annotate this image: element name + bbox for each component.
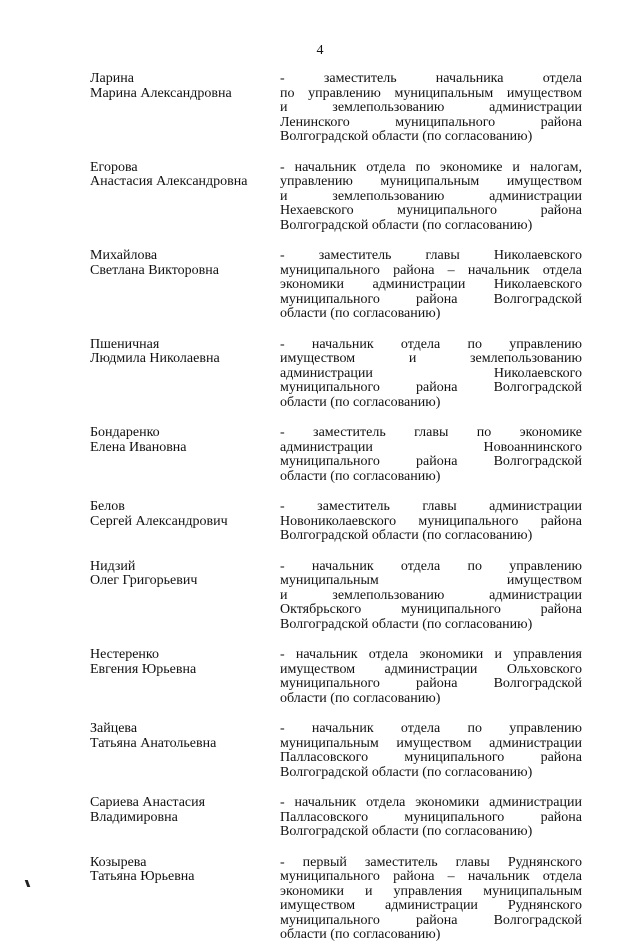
member-position-line: управлению муниципальным имуществом xyxy=(280,174,582,189)
member-position xyxy=(280,796,582,840)
member-entry xyxy=(90,249,582,322)
member-name xyxy=(90,249,280,322)
member-entry xyxy=(90,72,582,145)
member-name-line: Сергей Александрович xyxy=(90,513,228,529)
member-position-line: области (по согласованию) xyxy=(280,468,441,484)
member-position-line: Октябрьского муниципального района xyxy=(280,602,582,617)
member-name-line: Олег Григорьевич xyxy=(90,573,198,588)
member-position-line: - начальник отдела экономики администрации xyxy=(280,795,582,810)
member-name xyxy=(90,500,280,544)
member-position-line: - заместитель главы по экономике xyxy=(280,425,582,440)
member-position-line: муниципального района Волгоградской xyxy=(280,912,582,928)
scan-mark xyxy=(25,880,31,887)
member-position-line: экономики и управления муниципальным xyxy=(280,883,582,899)
member-entry xyxy=(90,338,582,411)
member-entry xyxy=(90,648,582,706)
member-name-line: Анастасия Александровна xyxy=(90,174,248,189)
member-position-line: имуществом и землепользованию xyxy=(280,351,582,366)
member-position-line: Палласовского муниципального района xyxy=(280,750,582,765)
member-position-line: муниципального района Волгоградской xyxy=(280,454,582,469)
member-entry xyxy=(90,856,582,943)
member-position xyxy=(280,249,582,322)
member-position-line: области (по согласованию) xyxy=(280,690,441,706)
member-name xyxy=(90,426,280,484)
member-name-line: Нидзий xyxy=(90,558,136,574)
member-position-line: области (по согласованию) xyxy=(280,306,441,321)
member-entry xyxy=(90,796,582,840)
member-position-line: Волгоградской области (по согласованию) xyxy=(280,824,533,839)
member-position xyxy=(280,500,582,544)
member-position-line: муниципальным имуществом администрации xyxy=(280,735,582,751)
member-position-line: - начальник отдела по управлению xyxy=(280,721,582,736)
member-name-line: Людмила Николаевна xyxy=(90,351,220,366)
member-position-line: - заместитель главы Николаевского xyxy=(280,248,582,263)
member-position-line: Волгоградской области (по согласованию) xyxy=(280,764,533,780)
member-name-line: Марина Александровна xyxy=(90,85,232,101)
member-name-line: Зайцева xyxy=(90,721,138,736)
member-position-line: - заместитель начальника отдела xyxy=(280,71,582,86)
member-name-line: Белов xyxy=(90,499,125,514)
member-name-line: Владимировна xyxy=(90,809,178,825)
member-name xyxy=(90,796,280,840)
member-name-line: Татьяна Юрьевна xyxy=(90,869,195,884)
member-position-line: - начальник отдела по экономике и налогам, xyxy=(280,159,582,175)
member-position-line: Волгоградской области (по согласованию) xyxy=(280,217,533,233)
member-name-line: Михайлова xyxy=(90,248,158,263)
member-position-line: - начальник отдела по управлению xyxy=(280,558,582,574)
member-entry xyxy=(90,722,582,780)
member-name-line: Ларина xyxy=(90,71,134,86)
member-position xyxy=(280,560,582,633)
member-position xyxy=(280,72,582,145)
member-name-line: Бондаренко xyxy=(90,425,160,440)
member-name-line: Нестеренко xyxy=(90,647,160,662)
member-name xyxy=(90,161,280,234)
member-position-line: Ленинского муниципального района xyxy=(280,114,582,130)
member-name-line: Пшеничная xyxy=(90,336,160,352)
member-position-line: и землепользованию администрации xyxy=(280,100,582,115)
member-name xyxy=(90,722,280,780)
member-position-line: по управлению муниципальным имуществом xyxy=(280,85,582,101)
member-position xyxy=(280,338,582,411)
member-name-line: Светлана Викторовна xyxy=(90,262,219,278)
member-entry xyxy=(90,426,582,484)
member-name-line: Козырева xyxy=(90,854,147,870)
member-position-line: муниципального района – начальник отдела xyxy=(280,262,582,278)
member-position xyxy=(280,648,582,706)
member-entry xyxy=(90,560,582,633)
member-position-line: - начальник отдела экономики и управления xyxy=(280,647,582,662)
member-position-line: администрации Новоаннинского xyxy=(280,439,582,455)
member-name xyxy=(90,560,280,633)
members-list xyxy=(90,72,582,943)
member-position-line: и землепользованию администрации xyxy=(280,587,582,603)
member-position-line: Волгоградской области (по согласованию) xyxy=(280,528,533,543)
member-name-line: Татьяна Анатольевна xyxy=(90,735,217,751)
member-entry xyxy=(90,500,582,544)
member-position xyxy=(280,426,582,484)
member-name-line: Сариева Анастасия xyxy=(90,795,206,810)
member-position-line: области (по согласованию) xyxy=(280,927,441,942)
member-name-line: Елена Ивановна xyxy=(90,439,187,455)
member-name xyxy=(90,338,280,411)
member-position-line: Нехаевского муниципального района xyxy=(280,203,582,218)
member-position-line: муниципального района Волгоградской xyxy=(280,291,582,307)
member-position-line: Палласовского муниципального района xyxy=(280,809,582,825)
member-position-line: Новониколаевского муниципального района xyxy=(280,513,582,529)
member-position-line: муниципального района Волгоградской xyxy=(280,676,582,691)
member-position-line: - начальник отдела по управлению xyxy=(280,336,582,352)
member-position-line: муниципального района – начальник отдела xyxy=(280,869,582,884)
member-position-line: Волгоградской области (по согласованию) xyxy=(280,129,533,144)
member-name-line: Евгения Юрьевна xyxy=(90,661,197,677)
page-number: 4 xyxy=(316,43,324,58)
member-position xyxy=(280,856,582,943)
member-position-line: области (по согласованию) xyxy=(280,394,441,410)
member-position-line: имуществом администрации Ольховского xyxy=(280,661,582,677)
member-position-line: - заместитель главы администрации xyxy=(280,499,582,514)
member-position-line: Волгоградской области (по согласованию) xyxy=(280,616,533,632)
member-position xyxy=(280,722,582,780)
member-name xyxy=(90,648,280,706)
member-position xyxy=(280,161,582,234)
member-position-line: имуществом администрации Руднянского xyxy=(280,898,582,913)
member-position-line: администрации Николаевского xyxy=(280,365,582,381)
member-position-line: муниципальным имуществом xyxy=(280,573,582,588)
member-position-line: муниципального района Волгоградской xyxy=(280,380,582,395)
member-position-line: - первый заместитель главы Руднянского xyxy=(280,854,582,870)
member-position-line: и землепользованию администрации xyxy=(280,188,582,204)
member-position-line: экономики администрации Николаевского xyxy=(280,277,582,292)
member-name xyxy=(90,856,280,943)
member-entry xyxy=(90,161,582,234)
member-name-line: Егорова xyxy=(90,159,138,175)
member-name xyxy=(90,72,280,145)
